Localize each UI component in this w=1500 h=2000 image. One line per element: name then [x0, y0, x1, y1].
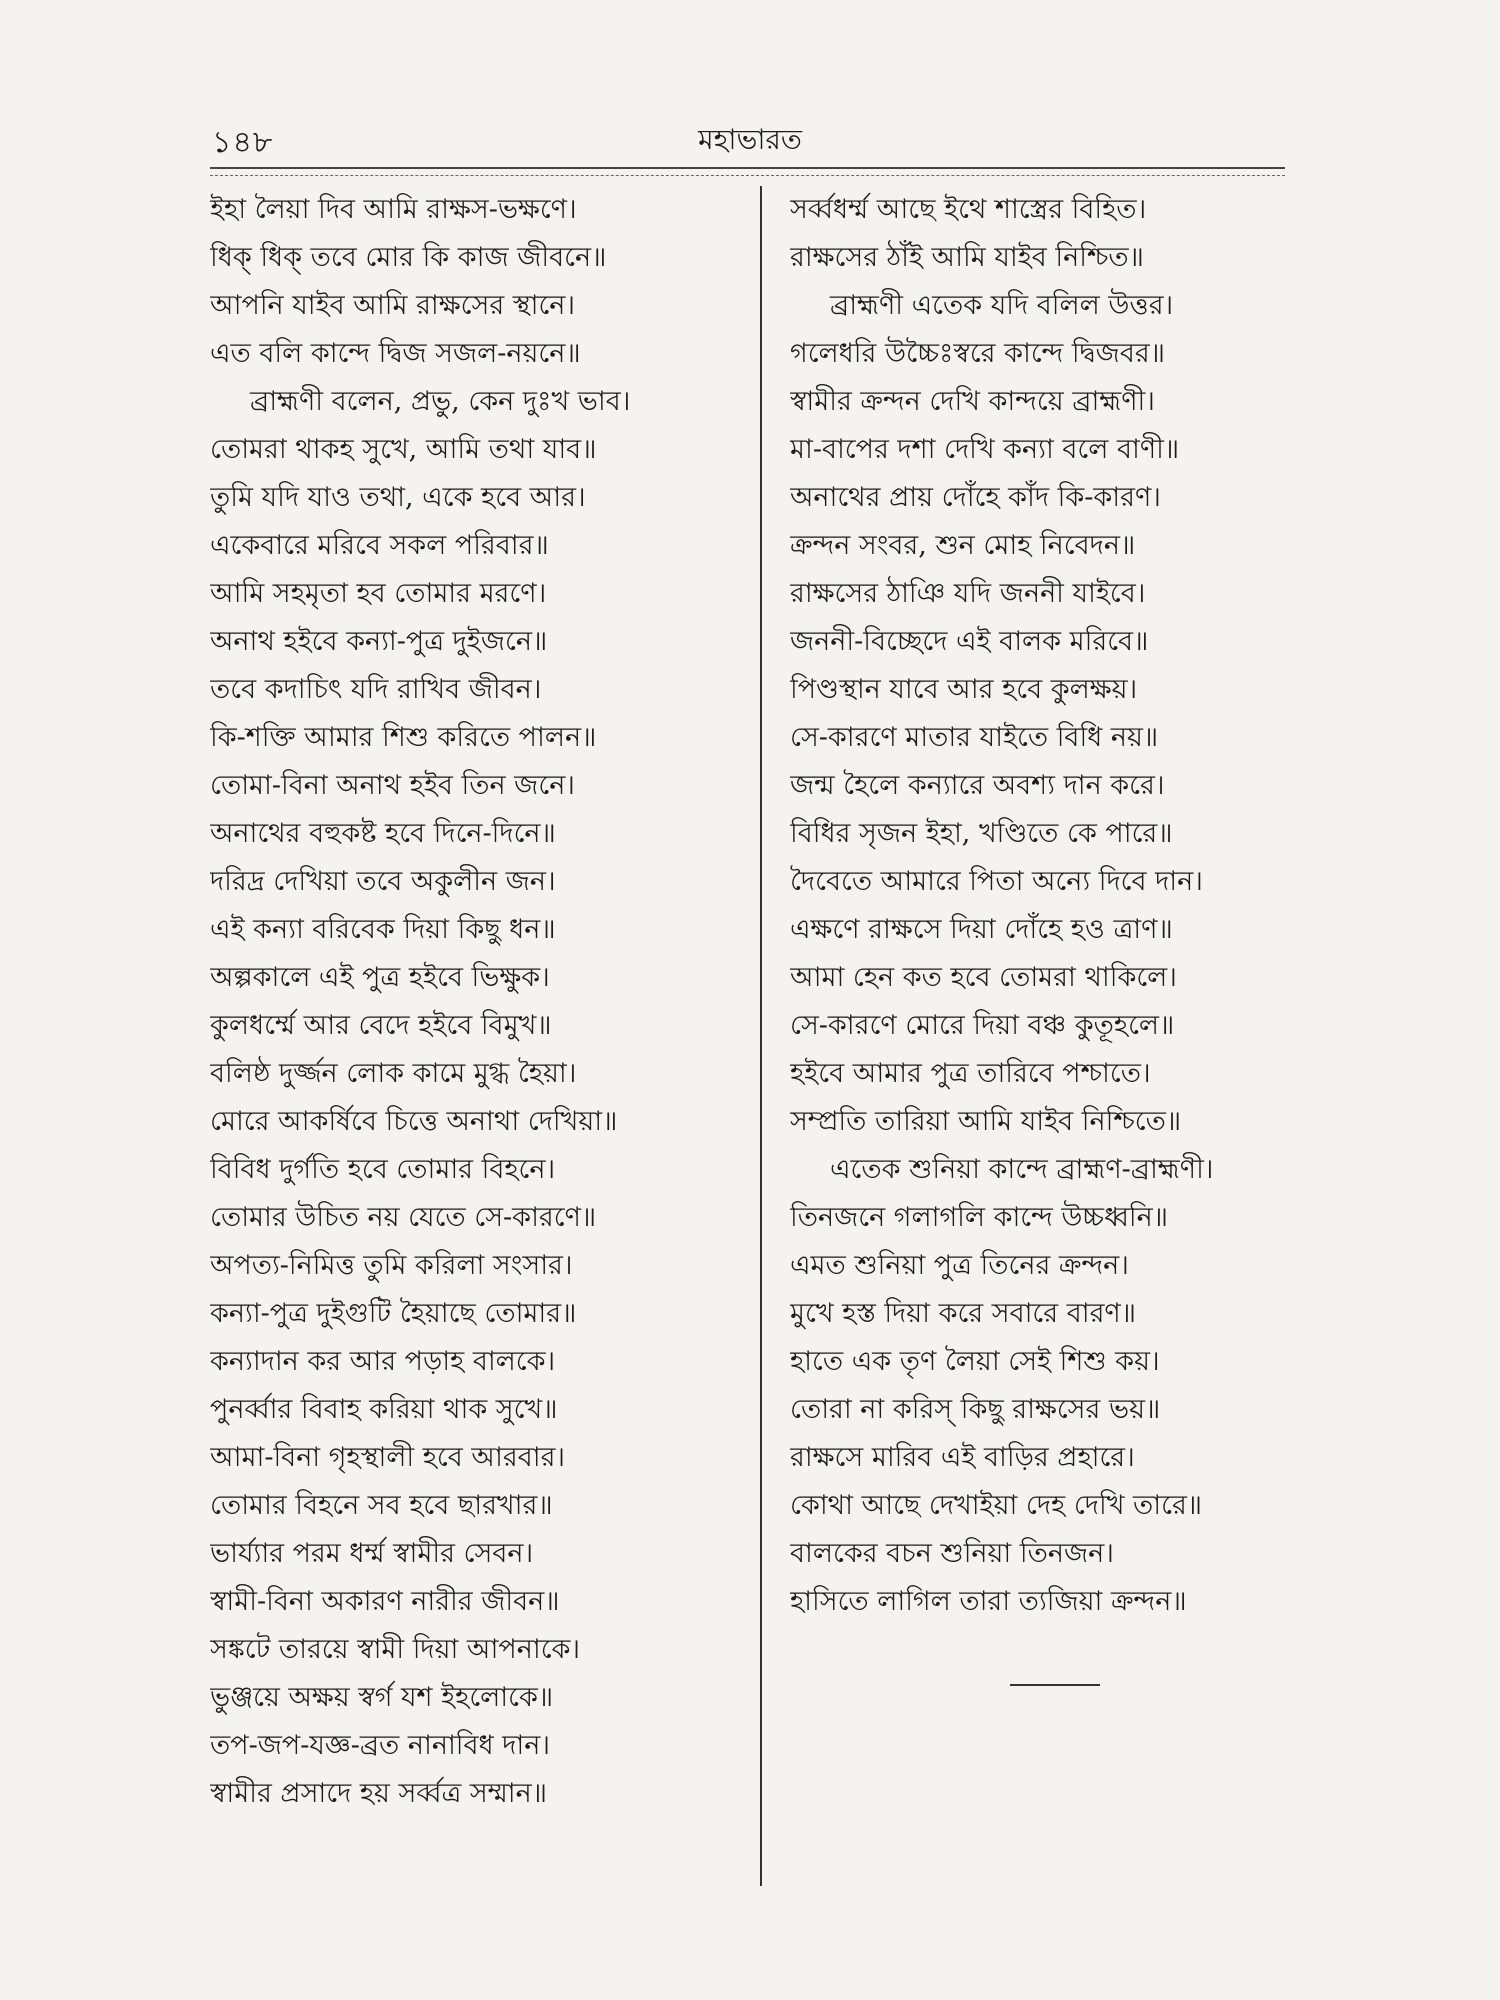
verse-line: অনাথের প্রায় দোঁহে কাঁদ কি-কারণ।	[790, 482, 1161, 513]
section-end-rule	[1010, 1684, 1100, 1686]
verse-line: হাসিতে লাগিল তারা ত্যজিয়া ক্রন্দন॥	[790, 1586, 1187, 1617]
verse-line: সর্ব্বধর্ম্ম আছে ইথে শাস্ত্রের বিহিত।	[790, 194, 1147, 225]
verse-line: বিবিধ দুর্গতি হবে তোমার বিহনে।	[210, 1154, 556, 1185]
verse-line: সে-কারণে মোরে দিয়া বঞ্চ কুতূহলে॥	[790, 1010, 1175, 1041]
verse-line: রাক্ষসে মারিব এই বাড়ির প্রহারে।	[790, 1442, 1135, 1473]
verse-line: জননী-বিচ্ছেদে এই বালক মরিবে॥	[790, 626, 1149, 657]
verse-line: আমি সহমৃতা হব তোমার মরণে।	[210, 578, 547, 609]
verse-line: মা-বাপের দশা দেখি কন্যা বলে বাণী॥	[790, 434, 1180, 465]
verse-line: বিধির সৃজন ইহা, খণ্ডিতে কে পারে॥	[790, 818, 1173, 849]
verse-line: বলিষ্ঠ দুর্জ্জন লোক কামে মুগ্ধ হৈয়া।	[210, 1058, 577, 1089]
verse-line: সম্প্রতি তারিয়া আমি যাইব নিশ্চিতে॥	[790, 1106, 1182, 1137]
verse-line: তপ-জপ-যজ্ঞ-ব্রত নানাবিধ দান।	[210, 1730, 551, 1761]
verse-line: তোমরা থাকহ সুখে, আমি তথা যাব॥	[210, 434, 597, 465]
verse-line: তোমার বিহনে সব হবে ছারখার॥	[210, 1490, 553, 1521]
verse-line: ভার্য্যার পরম ধর্ম্ম স্বামীর সেবন।	[210, 1538, 534, 1569]
verse-line: মোরে আকর্ষিবে চিত্তে অনাথা দেখিয়া॥	[210, 1106, 618, 1137]
verse-line: তোরা না করিস্ কিছু রাক্ষসের ভয়॥	[790, 1394, 1161, 1425]
verse-line: মুখে হস্ত দিয়া করে সবারে বারণ॥	[790, 1298, 1137, 1329]
verse-line: কন্যাদান কর আর পড়াহ বালকে।	[210, 1346, 556, 1377]
verse-line: ব্রাহ্মণী বলেন, প্রভু, কেন দুঃখ ভাব।	[250, 386, 631, 417]
verse-line: অপত্য-নিমিত্ত তুমি করিলা সংসার।	[210, 1250, 573, 1281]
verse-line: জন্ম হৈলে কন্যারে অবশ্য দান করে।	[790, 770, 1165, 801]
verse-line: পুনর্ব্বার বিবাহ করিয়া থাক সুখে॥	[210, 1394, 558, 1425]
verse-line: কোথা আছে দেখাইয়া দেহ দেখি তারে॥	[790, 1490, 1203, 1521]
verse-line: কি-শক্তি আমার শিশু করিতে পালন॥	[210, 722, 597, 753]
left-column	[210, 186, 730, 1818]
verse-line: ইহা লৈয়া দিব আমি রাক্ষস-ভক্ষণে।	[210, 194, 577, 225]
verse-line: স্বামী-বিনা অকারণ নারীর জীবন॥	[210, 1586, 560, 1617]
verse-line: এই কন্যা বরিবেক দিয়া কিছু ধন॥	[210, 914, 556, 945]
verse-line: রাক্ষসের ঠাঞি যদি জননী যাইবে।	[790, 578, 1146, 609]
running-title: মহাভারত	[698, 123, 802, 156]
verse-line: এত বলি কান্দে দ্বিজ সজল-নয়নে॥	[210, 338, 581, 369]
verse-line: সঙ্কটে তারয়ে স্বামী দিয়া আপনাকে।	[210, 1634, 581, 1665]
verse-line: সে-কারণে মাতার যাইতে বিধি নয়॥	[790, 722, 1159, 753]
verse-line: দৈবেতে আমারে পিতা অন্যে দিবে দান।	[790, 866, 1203, 897]
verse-line: ধিক্ ধিক্ তবে মোর কি কাজ জীবনে॥	[210, 242, 607, 273]
verse-line: অনাথ হইবে কন্যা-পুত্র দুইজনে॥	[210, 626, 548, 657]
verse-line: দরিদ্র দেখিয়া তবে অকুলীন জন।	[210, 866, 556, 897]
verse-line: অল্পকালে এই পুত্র হইবে ভিক্ষুক।	[210, 962, 550, 993]
verse-line: ভুঞ্জয়ে অক্ষয় স্বর্গ যশ ইহলোকে॥	[210, 1682, 554, 1713]
header-rule	[210, 167, 1285, 176]
verse-line: হইবে আমার পুত্র তারিবে পশ্চাতে।	[790, 1058, 1151, 1089]
verse-line: তোমা-বিনা অনাথ হইব তিন জনে।	[210, 770, 575, 801]
verse-line: অনাথের বহুকষ্ট হবে দিনে-দিনে॥	[210, 818, 556, 849]
verse-line: এক্ষণে রাক্ষসে দিয়া দোঁহে হও ত্রাণ॥	[790, 914, 1173, 945]
verse-line: আমা-বিনা গৃহস্থালী হবে আরবার।	[210, 1442, 566, 1473]
verse-line: আপনি যাইব আমি রাক্ষসের স্থানে।	[210, 290, 576, 321]
verse-line: হাতে এক তৃণ লৈয়া সেই শিশু কয়।	[790, 1346, 1160, 1377]
verse-line: স্বামীর ক্রন্দন দেখি কান্দয়ে ব্রাহ্মণী।	[790, 386, 1155, 417]
verse-line: আমা হেন কত হবে তোমরা থাকিলে।	[790, 962, 1177, 993]
verse-line: স্বামীর প্রসাদে হয় সর্ব্বত্র সম্মান॥	[210, 1778, 548, 1809]
verse-line: পিণ্ডস্থান যাবে আর হবে কুলক্ষয়।	[790, 674, 1138, 705]
right-column	[790, 186, 1310, 1626]
verse-line: রাক্ষসের ঠাঁই আমি যাইব নিশ্চিত॥	[790, 242, 1144, 273]
verse-line: ব্রাহ্মণী এতেক যদি বলিল উত্তর।	[830, 290, 1174, 321]
verse-line: তুমি যদি যাও তথা, একে হবে আর।	[210, 482, 586, 513]
verse-line: এতেক শুনিয়া কান্দে ব্রাহ্মণ-ব্রাহ্মণী।	[830, 1154, 1214, 1185]
verse-line: এমত শুনিয়া পুত্র তিনের ক্রন্দন।	[790, 1250, 1129, 1281]
verse-line: গলেধরি উচ্চৈঃস্বরে কান্দে দ্বিজবর॥	[790, 338, 1165, 369]
verse-line: কুলধর্ম্মে আর বেদে হইবে বিমুখ॥	[210, 1010, 552, 1041]
column-divider	[760, 186, 762, 1886]
verse-line: তিনজনে গলাগলি কান্দে উচ্চধ্বনি॥	[790, 1202, 1169, 1233]
verse-line: বালকের বচন শুনিয়া তিনজন।	[790, 1538, 1114, 1569]
verse-line: তবে কদাচিৎ যদি রাখিব জীবন।	[210, 674, 542, 705]
verse-line: একেবারে মরিবে সকল পরিবার॥	[210, 530, 549, 561]
verse-line: ক্রন্দন সংবর, শুন মোহ নিবেদন॥	[790, 530, 1136, 561]
verse-line: কন্যা-পুত্র দুইগুটি হৈয়াছে তোমার॥	[210, 1298, 577, 1329]
page-number: ১৪৮	[212, 125, 274, 160]
verse-line: তোমার উচিত নয় যেতে সে-কারণে॥	[210, 1202, 597, 1233]
